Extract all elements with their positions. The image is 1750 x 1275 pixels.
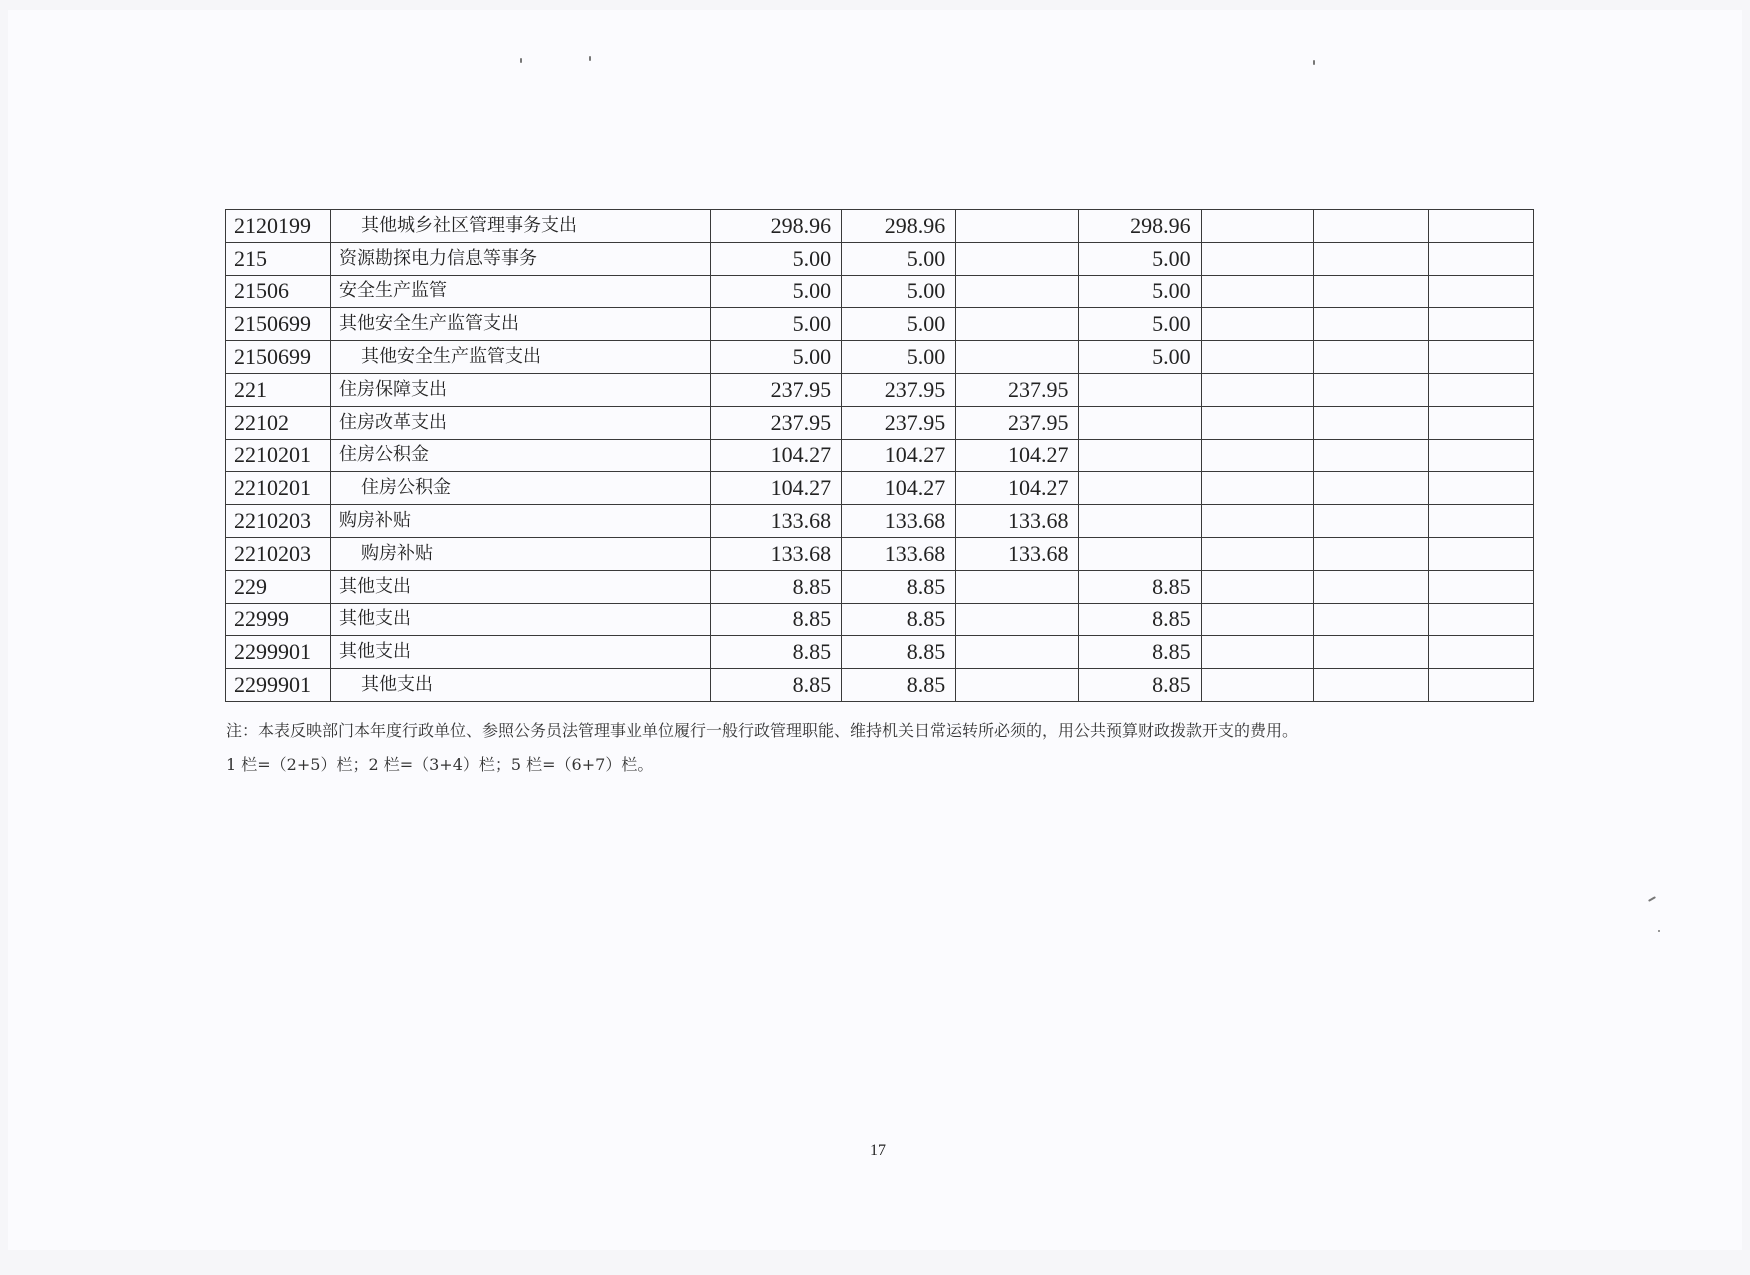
subject-name-cell: 资源勘探电力信息等事务 (331, 242, 711, 275)
table-row (226, 210, 1534, 243)
amount-cell-col3: 133.68 (956, 505, 1079, 538)
amount-cell-col2: 298.96 (842, 210, 956, 243)
amount-cell-col2: 237.95 (842, 373, 956, 406)
table-row (226, 275, 1534, 308)
amount-cell-col6 (1313, 636, 1428, 669)
amount-cell-col2: 133.68 (842, 505, 956, 538)
subject-name-cell: 住房保障支出 (331, 373, 711, 406)
table-row (226, 472, 1534, 505)
amount-cell-col1: 8.85 (710, 669, 841, 702)
table-row (226, 570, 1534, 603)
amount-cell-col3 (956, 242, 1079, 275)
amount-cell-col4: 8.85 (1079, 570, 1201, 603)
amount-cell-col7 (1428, 242, 1533, 275)
subject-name-cell: 住房改革支出 (331, 406, 711, 439)
amount-cell-col4: 298.96 (1079, 210, 1201, 243)
subject-code-cell: 21506 (226, 275, 331, 308)
amount-cell-col4: 5.00 (1079, 242, 1201, 275)
subject-code-cell: 215 (226, 242, 331, 275)
amount-cell-col5 (1201, 472, 1313, 505)
amount-cell-col7 (1428, 275, 1533, 308)
amount-cell-col5 (1201, 210, 1313, 243)
amount-cell-col3: 104.27 (956, 439, 1079, 472)
subject-code-cell: 221 (226, 373, 331, 406)
amount-cell-col6 (1313, 439, 1428, 472)
amount-cell-col1: 5.00 (710, 275, 841, 308)
amount-cell-col3 (956, 669, 1079, 702)
amount-cell-col5 (1201, 636, 1313, 669)
amount-cell-col5 (1201, 603, 1313, 636)
amount-cell-col5 (1201, 505, 1313, 538)
amount-cell-col7 (1428, 603, 1533, 636)
amount-cell-col5 (1201, 308, 1313, 341)
document-page (8, 10, 1742, 1250)
amount-cell-col5 (1201, 669, 1313, 702)
amount-cell-col1: 5.00 (710, 308, 841, 341)
subject-name-cell: 住房公积金 (331, 439, 711, 472)
amount-cell-col3: 104.27 (956, 472, 1079, 505)
amount-cell-col6 (1313, 472, 1428, 505)
amount-cell-col1: 104.27 (710, 439, 841, 472)
amount-cell-col7 (1428, 570, 1533, 603)
amount-cell-col1: 298.96 (710, 210, 841, 243)
subject-name-cell: 购房补贴 (331, 537, 711, 570)
amount-cell-col3 (956, 636, 1079, 669)
amount-cell-col2: 237.95 (842, 406, 956, 439)
subject-code-cell: 2210201 (226, 472, 331, 505)
amount-cell-col2: 104.27 (842, 472, 956, 505)
amount-cell-col5 (1201, 406, 1313, 439)
page-number: 17 (870, 1142, 886, 1159)
amount-cell-col1: 5.00 (710, 341, 841, 374)
subject-name-cell: 其他安全生产监管支出 (331, 341, 711, 374)
subject-code-cell: 2299901 (226, 669, 331, 702)
scan-speck (1658, 930, 1660, 932)
amount-cell-col5 (1201, 341, 1313, 374)
amount-cell-col1: 133.68 (710, 505, 841, 538)
amount-cell-col6 (1313, 406, 1428, 439)
amount-cell-col4: 5.00 (1079, 275, 1201, 308)
amount-cell-col7 (1428, 472, 1533, 505)
scan-speck (1313, 60, 1315, 65)
amount-cell-col3 (956, 603, 1079, 636)
amount-cell-col4 (1079, 439, 1201, 472)
table-row (226, 439, 1534, 472)
amount-cell-col1: 5.00 (710, 242, 841, 275)
budget-expenditure-table (225, 209, 1534, 702)
amount-cell-col7 (1428, 341, 1533, 374)
table-body (226, 210, 1534, 702)
amount-cell-col5 (1201, 373, 1313, 406)
table-row (226, 341, 1534, 374)
amount-cell-col4 (1079, 537, 1201, 570)
amount-cell-col2: 5.00 (842, 341, 956, 374)
table-note: 注：本表反映部门本年度行政单位、参照公务员法管理事业单位履行一般行政管理职能、维持机关日常运转所必须的，用公共预算财政拨款开支的费用。 (226, 721, 1299, 740)
amount-cell-col3 (956, 308, 1079, 341)
amount-cell-col6 (1313, 373, 1428, 406)
subject-name-cell: 购房补贴 (331, 505, 711, 538)
subject-name-cell: 其他安全生产监管支出 (331, 308, 711, 341)
amount-cell-col1: 133.68 (710, 537, 841, 570)
table-row (226, 636, 1534, 669)
amount-cell-col7 (1428, 406, 1533, 439)
amount-cell-col2: 8.85 (842, 636, 956, 669)
amount-cell-col1: 8.85 (710, 603, 841, 636)
amount-cell-col2: 8.85 (842, 570, 956, 603)
table-row (226, 669, 1534, 702)
subject-name-cell: 其他支出 (331, 636, 711, 669)
subject-name-cell: 安全生产监管 (331, 275, 711, 308)
amount-cell-col2: 5.00 (842, 275, 956, 308)
amount-cell-col7 (1428, 669, 1533, 702)
amount-cell-col1: 237.95 (710, 373, 841, 406)
subject-code-cell: 2150699 (226, 341, 331, 374)
scan-speck (589, 56, 591, 61)
amount-cell-col6 (1313, 537, 1428, 570)
amount-cell-col4: 5.00 (1079, 341, 1201, 374)
subject-name-cell: 其他支出 (331, 570, 711, 603)
amount-cell-col5 (1201, 439, 1313, 472)
subject-code-cell: 229 (226, 570, 331, 603)
subject-code-cell: 2299901 (226, 636, 331, 669)
table-row (226, 308, 1534, 341)
subject-code-cell: 22999 (226, 603, 331, 636)
table-row (226, 406, 1534, 439)
amount-cell-col6 (1313, 308, 1428, 341)
amount-cell-col6 (1313, 275, 1428, 308)
amount-cell-col2: 133.68 (842, 537, 956, 570)
amount-cell-col6 (1313, 505, 1428, 538)
scan-speck (1648, 896, 1656, 902)
amount-cell-col6 (1313, 570, 1428, 603)
amount-cell-col6 (1313, 210, 1428, 243)
amount-cell-col7 (1428, 505, 1533, 538)
subject-name-cell: 其他城乡社区管理事务支出 (331, 210, 711, 243)
amount-cell-col2: 8.85 (842, 603, 956, 636)
amount-cell-col6 (1313, 669, 1428, 702)
subject-code-cell: 2210201 (226, 439, 331, 472)
table-row (226, 603, 1534, 636)
amount-cell-col7 (1428, 439, 1533, 472)
amount-cell-col4 (1079, 505, 1201, 538)
amount-cell-col6 (1313, 242, 1428, 275)
amount-cell-col1: 104.27 (710, 472, 841, 505)
amount-cell-col1: 237.95 (710, 406, 841, 439)
subject-code-cell: 2210203 (226, 505, 331, 538)
subject-name-cell: 其他支出 (331, 669, 711, 702)
amount-cell-col3 (956, 341, 1079, 374)
table-row (226, 242, 1534, 275)
table-row (226, 537, 1534, 570)
amount-cell-col5 (1201, 537, 1313, 570)
amount-cell-col4 (1079, 472, 1201, 505)
amount-cell-col4: 8.85 (1079, 636, 1201, 669)
amount-cell-col3: 133.68 (956, 537, 1079, 570)
amount-cell-col2: 5.00 (842, 242, 956, 275)
amount-cell-col4 (1079, 373, 1201, 406)
amount-cell-col6 (1313, 603, 1428, 636)
amount-cell-col3: 237.95 (956, 406, 1079, 439)
amount-cell-col7 (1428, 636, 1533, 669)
amount-cell-col3 (956, 210, 1079, 243)
amount-cell-col5 (1201, 275, 1313, 308)
table-row (226, 505, 1534, 538)
subject-code-cell: 2120199 (226, 210, 331, 243)
amount-cell-col4: 8.85 (1079, 669, 1201, 702)
amount-cell-col4: 8.85 (1079, 603, 1201, 636)
amount-cell-col7 (1428, 537, 1533, 570)
amount-cell-col4: 5.00 (1079, 308, 1201, 341)
amount-cell-col7 (1428, 308, 1533, 341)
amount-cell-col1: 8.85 (710, 636, 841, 669)
subject-code-cell: 2210203 (226, 537, 331, 570)
amount-cell-col3 (956, 570, 1079, 603)
amount-cell-col2: 8.85 (842, 669, 956, 702)
amount-cell-col4 (1079, 406, 1201, 439)
amount-cell-col2: 104.27 (842, 439, 956, 472)
amount-cell-col6 (1313, 341, 1428, 374)
subject-name-cell: 其他支出 (331, 603, 711, 636)
table-row (226, 373, 1534, 406)
amount-cell-col5 (1201, 570, 1313, 603)
scan-speck (520, 58, 522, 63)
amount-cell-col3 (956, 275, 1079, 308)
amount-cell-col1: 8.85 (710, 570, 841, 603)
subject-code-cell: 2150699 (226, 308, 331, 341)
amount-cell-col2: 5.00 (842, 308, 956, 341)
column-formula-note: 1 栏=（2+5）栏；2 栏=（3+4）栏；5 栏=（6+7）栏。 (226, 755, 654, 774)
amount-cell-col5 (1201, 242, 1313, 275)
amount-cell-col7 (1428, 210, 1533, 243)
subject-code-cell: 22102 (226, 406, 331, 439)
amount-cell-col7 (1428, 373, 1533, 406)
subject-name-cell: 住房公积金 (331, 472, 711, 505)
amount-cell-col3: 237.95 (956, 373, 1079, 406)
